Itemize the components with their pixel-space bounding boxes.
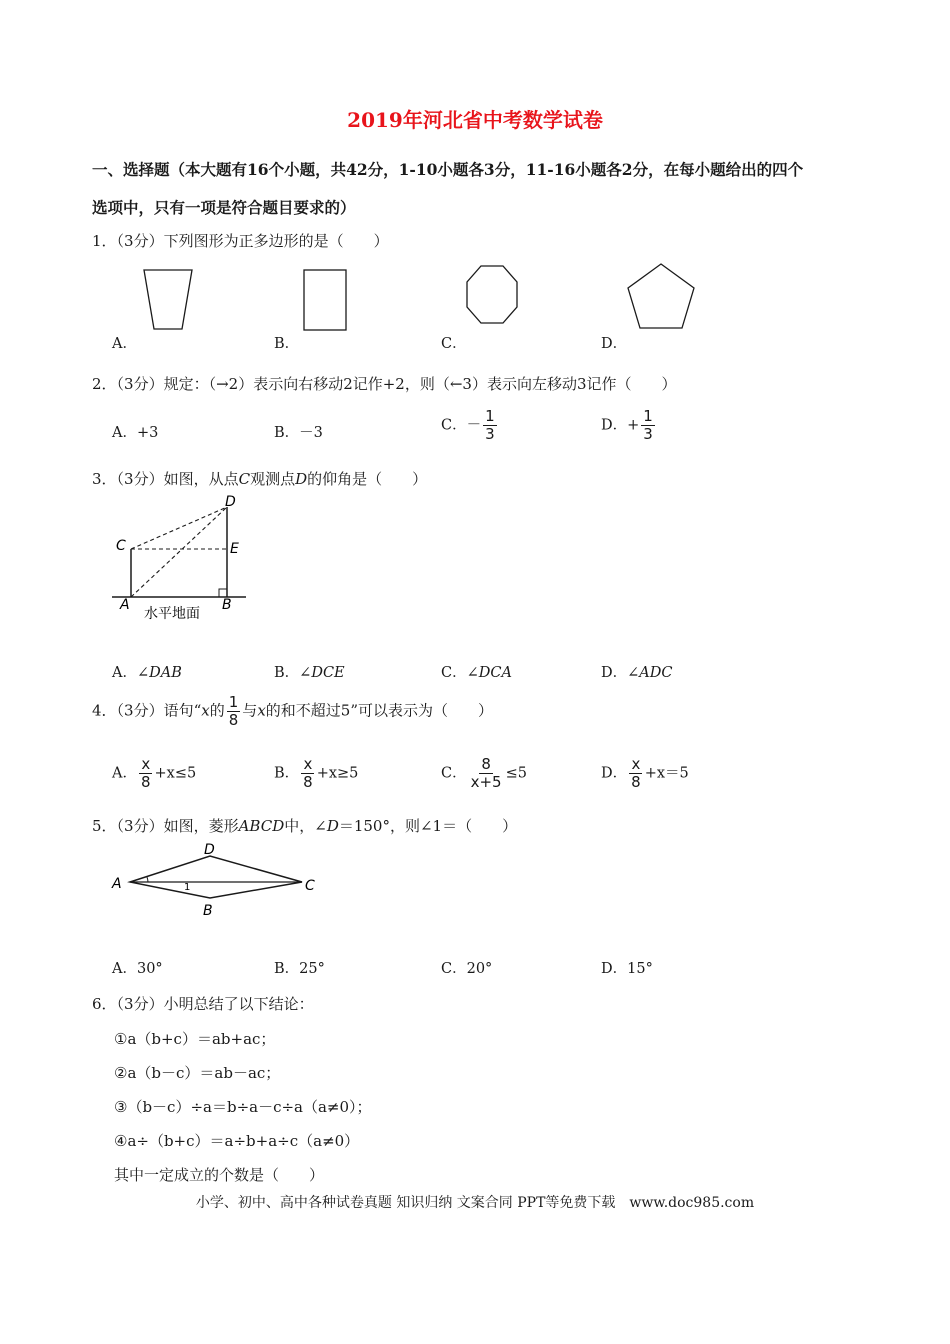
q4-option-b-prefix: B． <box>274 765 300 782</box>
q6-item-3: ③（b－c）÷a＝b÷a－c÷a（a≠0）； <box>114 1098 372 1116</box>
q4-text-de: 的 <box>209 701 225 720</box>
q3-option-b-value: DCE <box>311 665 345 681</box>
label-b: B <box>222 597 232 613</box>
label-b: B <box>203 903 213 919</box>
q4-option-d-suffix: +x＝5 <box>644 765 689 782</box>
label-ground: 水平地面 <box>144 606 200 622</box>
q6-ask: 其中一定成立的个数是（ ） <box>114 1166 325 1184</box>
q1-option-c: C． <box>441 336 467 352</box>
fraction-denominator: x+5 <box>470 773 502 791</box>
fraction-denominator: 8 <box>303 773 313 791</box>
question-4-text <box>92 694 493 729</box>
q4-text-post: 的和不超过5”可以表示为（ ） <box>265 701 493 720</box>
q1-option-b: B． <box>274 336 300 352</box>
q6-item-1: ①a（b+c）＝ab+ac； <box>114 1030 276 1048</box>
q3-option-a <box>112 661 182 682</box>
q5-option-d: D．15° <box>601 961 653 977</box>
q4-x2: x <box>257 701 266 720</box>
label-c: C <box>305 878 315 894</box>
q1-option-d: D． <box>601 336 628 352</box>
label-c: C <box>116 538 126 554</box>
q3-point-c: C <box>238 470 251 488</box>
page-title: 2019年河北省中考数学试卷 <box>347 108 603 132</box>
fraction-numerator: 1 <box>485 407 495 425</box>
q4-option-b <box>274 756 358 791</box>
fraction <box>301 756 315 791</box>
fraction <box>629 756 643 791</box>
q4-option-b-suffix: +x≥5 <box>316 765 359 782</box>
label-a: A <box>120 597 130 613</box>
q4-text-mid: 与 <box>242 701 258 720</box>
q5-text-post: ＝150°，则∠1＝（ ） <box>338 817 518 835</box>
q3-option-c-value: DCA <box>478 665 512 681</box>
q4-option-c-prefix: C． <box>441 765 467 782</box>
q3-option-c-prefix: C．∠ <box>441 665 479 681</box>
label-a: A <box>112 876 122 892</box>
q3-option-d <box>601 661 672 682</box>
q1-option-a: A． <box>112 336 137 352</box>
q3-point-d: D <box>295 470 308 488</box>
page-footer: 小学、初中、高中各种试卷真题 知识归纳 文案合同 PPT等免费下载 www.doc985.com <box>195 1195 755 1211</box>
q5-text-mid: 中，∠ <box>284 817 327 835</box>
rectangle-shape <box>304 270 346 330</box>
q4-text-pre: 4．（3分）语句“ <box>92 701 202 720</box>
fraction-denominator: 8 <box>631 773 641 791</box>
q3-option-d-value: ADC <box>639 665 673 681</box>
fraction-denominator: 8 <box>228 711 239 729</box>
q5-option-c: C．20° <box>441 961 493 977</box>
fraction-numerator: x <box>631 755 641 773</box>
section-heading-line1: 一、选择题（本大题有16个小题，共42分，1-10小题各3分，11-16小题各2分，在每小题给出的四个 <box>92 160 804 179</box>
q3-option-b-prefix: B．∠ <box>274 665 312 681</box>
q4-option-a-prefix: A． <box>112 765 137 782</box>
q3-option-a-prefix: A．∠ <box>112 665 150 681</box>
fraction-denominator: 8 <box>140 773 151 791</box>
q5-angle-d: D <box>326 817 339 835</box>
question-6-text: 6．（3分）小明总结了以下结论： <box>92 995 314 1013</box>
question-3-text <box>92 468 427 489</box>
q3-text-post: 的仰角是（ ） <box>307 470 428 488</box>
question-1-figures <box>100 262 720 336</box>
q4-option-a-suffix: +x≤5 <box>154 765 197 782</box>
q5-option-b: B．25° <box>274 961 325 977</box>
q3-text-mid: 观测点 <box>250 470 296 488</box>
fraction-one-third <box>483 408 497 443</box>
q2-option-d <box>601 408 657 443</box>
q4-option-a <box>112 756 196 791</box>
label-d: D <box>225 494 236 510</box>
fraction-numerator: 1 <box>643 407 653 425</box>
q3-option-b <box>274 661 345 682</box>
fraction-denominator: 3 <box>643 425 653 443</box>
q2-option-c <box>441 408 499 443</box>
q2-option-c-prefix: C．－ <box>441 417 482 434</box>
q3-option-a-value: DAB <box>149 665 182 681</box>
fraction-numerator: 8 <box>481 755 491 773</box>
question-2-text: 2．（3分）规定：（→2）表示向右移动2记作+2，则（←3）表示向左移动3记作（ ） <box>92 375 677 393</box>
label-d: D <box>204 842 215 858</box>
q3-text-pre: 3．（3分）如图，从点 <box>92 470 239 488</box>
fraction-one-third <box>641 408 655 443</box>
q6-item-4: ④a÷（b+c）＝a÷b+a÷c（a≠0） <box>114 1132 360 1150</box>
fraction-numerator: x <box>303 755 313 773</box>
question-3-diagram <box>110 494 255 624</box>
q3-option-c <box>441 661 512 682</box>
q4-option-c <box>441 756 527 791</box>
q2-option-b: B．－3 <box>274 425 323 441</box>
pentagon-shape <box>628 264 694 328</box>
q4-option-c-suffix: ≤5 <box>505 765 527 782</box>
trapezoid-shape <box>144 270 192 329</box>
question-1-text: 1．（3分）下列图形为正多边形的是（ ） <box>92 232 389 250</box>
fraction <box>469 756 504 791</box>
q5-rhombus-name: ABCD <box>238 817 285 835</box>
q3-option-d-prefix: D．∠ <box>601 665 640 681</box>
question-5-rhombus-diagram <box>108 838 323 920</box>
q2-option-a: A．+3 <box>112 425 159 441</box>
question-5-text <box>92 815 517 836</box>
q6-item-2: ②a（b－c）＝ab－ac； <box>114 1064 281 1082</box>
fraction-numerator: 1 <box>228 693 239 711</box>
section-heading-line2: 选项中，只有一项是符合题目要求的） <box>92 198 356 217</box>
label-e: E <box>230 541 239 557</box>
octagon-shape <box>467 266 517 323</box>
label-angle-1: 1 <box>184 882 191 893</box>
q5-option-a: A．30° <box>112 961 163 977</box>
fraction-denominator: 3 <box>485 425 495 443</box>
q5-text-pre: 5．（3分）如图，菱形 <box>92 817 239 835</box>
q2-option-d-prefix: D．+ <box>601 417 640 434</box>
q4-option-d <box>601 756 689 791</box>
fraction-one-eighth <box>227 694 241 729</box>
fraction <box>139 756 153 791</box>
q4-x1: x <box>201 701 210 720</box>
q4-option-d-prefix: D． <box>601 765 628 782</box>
fraction-numerator: x <box>141 755 151 773</box>
